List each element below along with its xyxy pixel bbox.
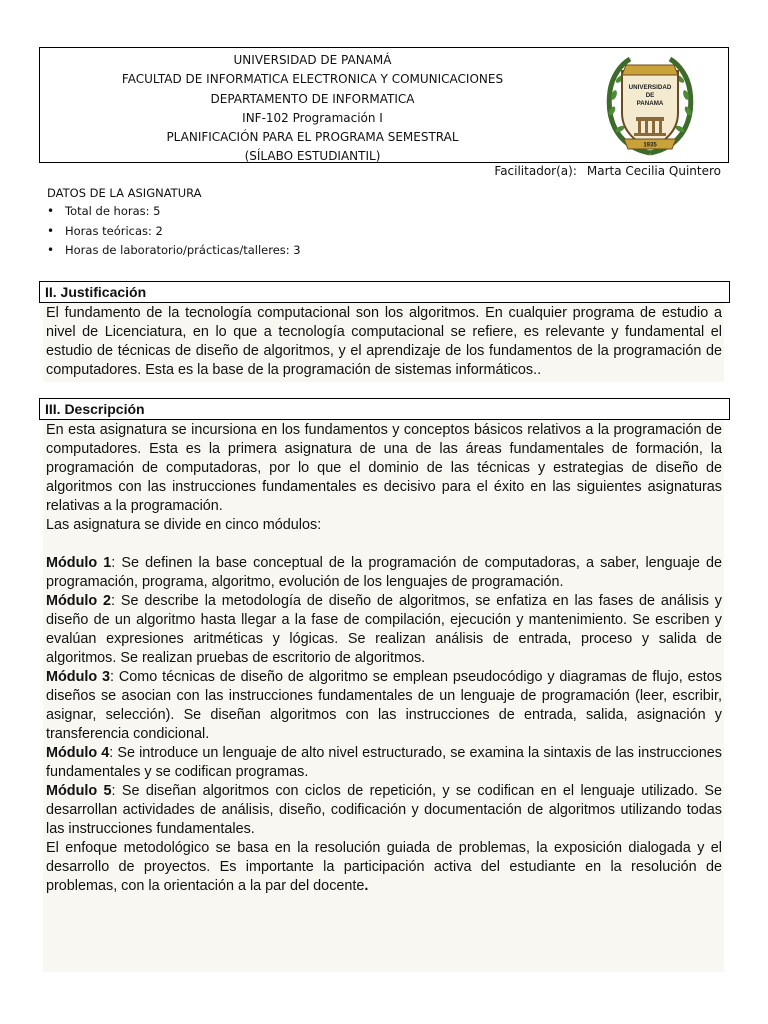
justification-heading: II. Justificación: [39, 281, 730, 303]
module-text: : Se introduce un lenguaje de alto nivel estructurado, se examina la sintaxis de las instrucciones fundamentales y se codifican programas.: [46, 745, 723, 780]
module-label: Módulo 2: [46, 593, 112, 609]
methodology-paragraph: [46, 839, 722, 896]
course-data-title: DATOS DE LA ASIGNATURA: [47, 186, 202, 200]
seal-text-3: PANAMA: [636, 100, 664, 107]
facilitator-label: Facilitador(a):: [494, 164, 577, 178]
course-data-list: [47, 202, 301, 261]
syllabus-subtitle: (SÍLABO ESTUDIANTIL): [244, 149, 381, 164]
module-text: : Se definen la base conceptual de la programación de computadoras, a saber, lenguaje de programación, programa, algoritmo, evolución de los lenguajes de programación.: [46, 555, 722, 590]
module-text: : Se diseñan algoritmos con ciclos de repetición, y se codifican en el lenguaje utilizado. Se desarrollan actividades de análisis, diseño, codificación y documentación de algoritmos utilizando todas las instrucciones fundamentales.: [46, 783, 722, 837]
header-text: [40, 51, 585, 167]
methodology-text: El enfoque metodológico se basa en la resolución guiada de problemas, la exposición dialogada y el desarrollo de proyectos. Es importante la participación activa del estudiante en la resolución de problemas, con la orientación a la par del docente: [46, 840, 722, 894]
module-label: Módulo 4: [46, 745, 110, 761]
module-label: Módulo 1: [46, 555, 112, 571]
facilitator-name: Marta Cecilia Quintero: [586, 164, 721, 178]
module-text: : Como técnicas de diseño de algoritmo se emplean pseudocódigo y diagramas de flujo, estos diseños se asocian con las instrucciones fundamentales de un lenguaje de programación (leer, escribir, asignar, selección). Se diseñan algoritmos con las instrucciones de entrada, salida, asignación y transferencia condicional.: [46, 669, 722, 742]
department-name: DEPARTAMENTO DE INFORMATICA: [210, 91, 415, 106]
module-1: [46, 554, 722, 592]
module-3: [46, 668, 722, 744]
module-2: [46, 592, 722, 668]
seal-year: 1935: [643, 142, 657, 149]
modules-intro: Las asignatura se divide en cinco módulos:: [46, 517, 322, 533]
list-item: • Horas de laboratorio/prácticas/talleres: 3: [47, 241, 301, 261]
facilitator-line: [494, 164, 721, 178]
list-item: • Total de horas: 5: [47, 202, 301, 222]
university-seal-logo: [600, 51, 700, 157]
course-data: [47, 184, 301, 261]
module-5: [46, 782, 722, 839]
faculty-name: FACULTAD DE INFORMATICA ELECTRONICA Y COMUNICACIONES: [121, 72, 504, 87]
document-header: [39, 47, 729, 163]
description-heading: III. Descripción: [39, 398, 730, 420]
course-code: INF-102 Programación I: [242, 110, 383, 125]
description-intro: En esta asignatura se incursiona en los fundamentos y conceptos básicos relativos a la programación de computadores. Esta es la primera asignatura de una de las áreas fundamentales de formación, la programación de computadoras, por lo que el dominio de las técnicas y estrategias de diseño de algoritmos con las instrucciones fundamentales es decisivo para el éxito en las siguientes asignaturas relativas a la programación.: [46, 422, 722, 514]
module-4: [46, 744, 722, 782]
plan-title: PLANIFICACIÓN PARA EL PROGRAMA SEMESTRAL: [166, 130, 459, 145]
list-item: • Horas teóricas: 2: [47, 222, 301, 242]
seal-text-2: DE: [645, 92, 655, 99]
methodology-end: .: [364, 878, 369, 894]
justification-text: [46, 304, 722, 380]
justification-paragraph: El fundamento de la tecnología computacional son los algoritmos. En cualquier programa de estudio a nivel de Licenciatura, en lo que a tecnología computacional se refiere, es relevante y fundamental el estudio de técnicas de diseño de algoritmos, y el aprendizaje de los fundamentos de la programación de computadores. Esta es la base de la programación de sistemas informáticos..: [46, 305, 722, 378]
description-text: [46, 421, 722, 896]
module-label: Módulo 3: [46, 669, 111, 685]
university-name: UNIVERSIDAD DE PANAMÁ: [233, 53, 392, 67]
module-text: : Se describe la metodología de diseño de algoritmos, se enfatiza en las fases de análisis y diseño de un algoritmo hasta llegar a la fase de compilación, ejecución y mantenimiento. Se escriben y evalúan expresiones aritméticas y lógicas. Se realizan análisis de entrada, proceso y salida de algoritmos. Se realizan pruebas de escritorio de algoritmos.: [46, 593, 723, 666]
module-label: Módulo 5: [46, 783, 112, 799]
seal-text-1: UNIVERSIDAD: [628, 84, 672, 91]
